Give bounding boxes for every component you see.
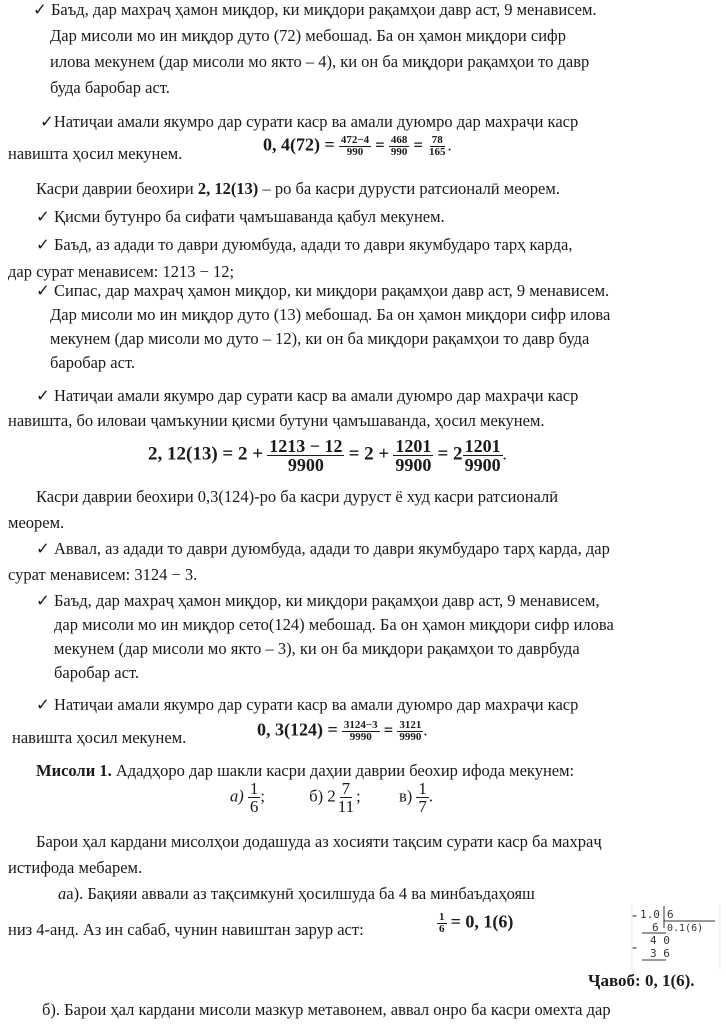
text-line: дар мисоли мо ин миқдор сето(124) мебошад. Ба он ҳамон миқдори сифр илова	[54, 615, 614, 634]
text-line: навишта ҳосил мекунем.	[12, 728, 187, 747]
svg-text:0.1(6): 0.1(6)	[667, 923, 704, 934]
text-line: меорем.	[8, 513, 65, 532]
text-line: ✓ Аввал, аз адади то даври дуюмбуда, адади то даври якумбударо тарҳ карда, дар	[36, 539, 610, 558]
text-line: Касри даврии беохири 2, 12(13) – ро ба касри дурусти ратсионалӣ меорем.	[36, 179, 560, 198]
equation-1: 0, 4(72) = $\frac{472-4}{990}$ = $\frac{468}{990}$ = $\frac{78}{165}$ .	[263, 134, 452, 158]
eq2-fraction-2: $\frac{1201}{9900}$	[395, 436, 432, 475]
text-line: ✓ Натиҷаи амали якумро дар сурати каср ва амали дуюмро дар махраҷи каср	[36, 386, 579, 405]
eq1-fraction-1: $\frac{472-4}{990}$	[340, 134, 370, 158]
eq1-fraction-2: $\frac{468}{990}$	[390, 134, 408, 158]
svg-text:4 0: 4 0	[650, 934, 670, 947]
text-line: баробар аст.	[54, 663, 140, 682]
text-line: б). Барои ҳал кардани мисоли мазкур метавонем, аввал онро ба касри омехта дар	[42, 1000, 611, 1019]
text-line: Дар мисоли мо ин миқдор дуто (72) мебошад. Ба он ҳамон миқдори сифр	[50, 26, 566, 45]
equation-2: 2, 12(13) = 2 + $\frac{1213 - 12}{9900}$ = 2 + $\frac{1201}{9900}$ = 2 $\frac{1201}{9900}$ .	[148, 436, 507, 475]
text-line: низ 4-анд. Аз ин сабаб, чунин навиштан зарур аст:	[8, 920, 364, 939]
svg-text:1.0: 1.0	[640, 908, 660, 921]
svg-text:-: -	[632, 908, 638, 924]
text-line: навишта ҳосил мекунем.	[8, 144, 183, 163]
text-line: Дар мисоли мо ин миқдор дуто (13) мебошад. Ба он ҳамон миқдори сифр илова	[50, 305, 611, 324]
text-line: ✓ Баъд, дар махраҷ ҳамон миқдор, ки миқдори рақамҳои давр аст, 9 менависем,	[36, 591, 600, 610]
eq3-fraction-2: $\frac{3121}{9990}$	[399, 719, 422, 743]
text-line: мекунем (дар мисоли мо якто – 3), ки он ба миқдори рақамҳои то даврбуда	[54, 639, 580, 658]
text-line: ✓ Сипас, дар махраҷ ҳамон миқдор, ки миқдори рақамҳои давр аст, 9 менависем.	[36, 281, 610, 300]
text-line: мекунем (дар мисоли мо дуто – 12), ки он ба миқдори рақамҳои то давр буда	[50, 329, 590, 348]
equation-4: $\frac{1}{6}$ = 0, 1(6)	[439, 911, 514, 935]
example-heading: Мисоли 1. Ададҳоро дар шакли касри даҳии даврии беохир ифода мекунем:	[36, 761, 575, 780]
text-line: навишта, бо иловаи ҷамъкунии қисми бутуни ҷамъшаванда, ҳосил мекунем.	[8, 411, 545, 430]
svg-text:6: 6	[667, 908, 674, 921]
text-line: Касри даврии беохири 0,3(124)-ро ба касри дуруст ё худ касри ратсионалӣ	[36, 487, 559, 506]
eq3-fraction-1: $\frac{3124-3}{9990}$	[343, 719, 378, 743]
text-line: баробар аст.	[50, 353, 136, 372]
text-line: ✓Натиҷаи амали якумро дар сурати каср ва амали дуюмро дар махраҷи каср	[40, 112, 579, 131]
text-line: ✓ Баъд, аз адади то даври дуюмбуда, адади то даври якумбударо тарҳ карда,	[36, 235, 573, 254]
text-line: Барои ҳал кардани мисолҳои додашуда аз хосияти тақсим сурати каср ба махраҷ	[36, 832, 602, 851]
eq1-lhs: 0, 4(72) =	[263, 134, 335, 155]
text-line: илова мекунем (дар мисоли мо якто – 4), ки он ба миқдори рақамҳои то давр	[50, 52, 590, 71]
eq2-fraction-1: $\frac{1213 - 12}{9900}$	[269, 436, 343, 475]
text-line: истифода мебарем.	[8, 858, 143, 877]
text-line: ✓ Баъд, дар махраҷ ҳамон миқдор, ки миқдори рақамҳои давр аст, 9 менависем.	[33, 0, 597, 19]
svg-text:3 6: 3 6	[650, 947, 670, 960]
text-line: аа). Бақияи аввали аз тақсимкунӣ ҳосилшуда ба 4 ва минбаъдаҳояш	[58, 884, 535, 903]
equation-3: 0, 3(124) = $\frac{3124-3}{9990}$ = $\frac{3121}{9990}$ .	[257, 719, 428, 743]
text-line: ✓ Қисми бутунро ба сифати ҷамъшаванда қабул мекунем.	[36, 207, 445, 226]
long-division-diagram	[630, 904, 722, 970]
ex1-fraction-c: $\frac{1}{7}$	[418, 779, 427, 816]
ex1-fraction-b: $\frac{7}{11}$	[337, 779, 355, 816]
svg-text:-: -	[632, 940, 638, 956]
eq2-fraction-3: $\frac{1201}{9900}$	[464, 436, 501, 475]
ex1-fraction-a: $\frac{1}{6}$	[249, 779, 259, 816]
text-line: дар сурат менависем: 1213 − 12;	[8, 262, 235, 281]
text-line: ✓ Натиҷаи амали якумро дар сурати каср ва амали дуюмро дар махраҷи каср	[36, 695, 579, 714]
example-1-fractions: а) $\frac{1}{6}$ ; б) 2 $\frac{7}{11}$ ; в) $\frac{1}{7}$ .	[230, 779, 433, 816]
text-line: буда баробар аст.	[50, 78, 170, 97]
answer: Ҷавоб: 0, 1(6).	[588, 971, 695, 990]
eq4-fraction: $\frac{1}{6}$	[439, 911, 445, 935]
eq1-fraction-3: $\frac{78}{165}$	[428, 134, 446, 158]
text-line: сурат менависем: 3124 − 3.	[8, 565, 198, 584]
svg-text:6: 6	[652, 921, 659, 934]
